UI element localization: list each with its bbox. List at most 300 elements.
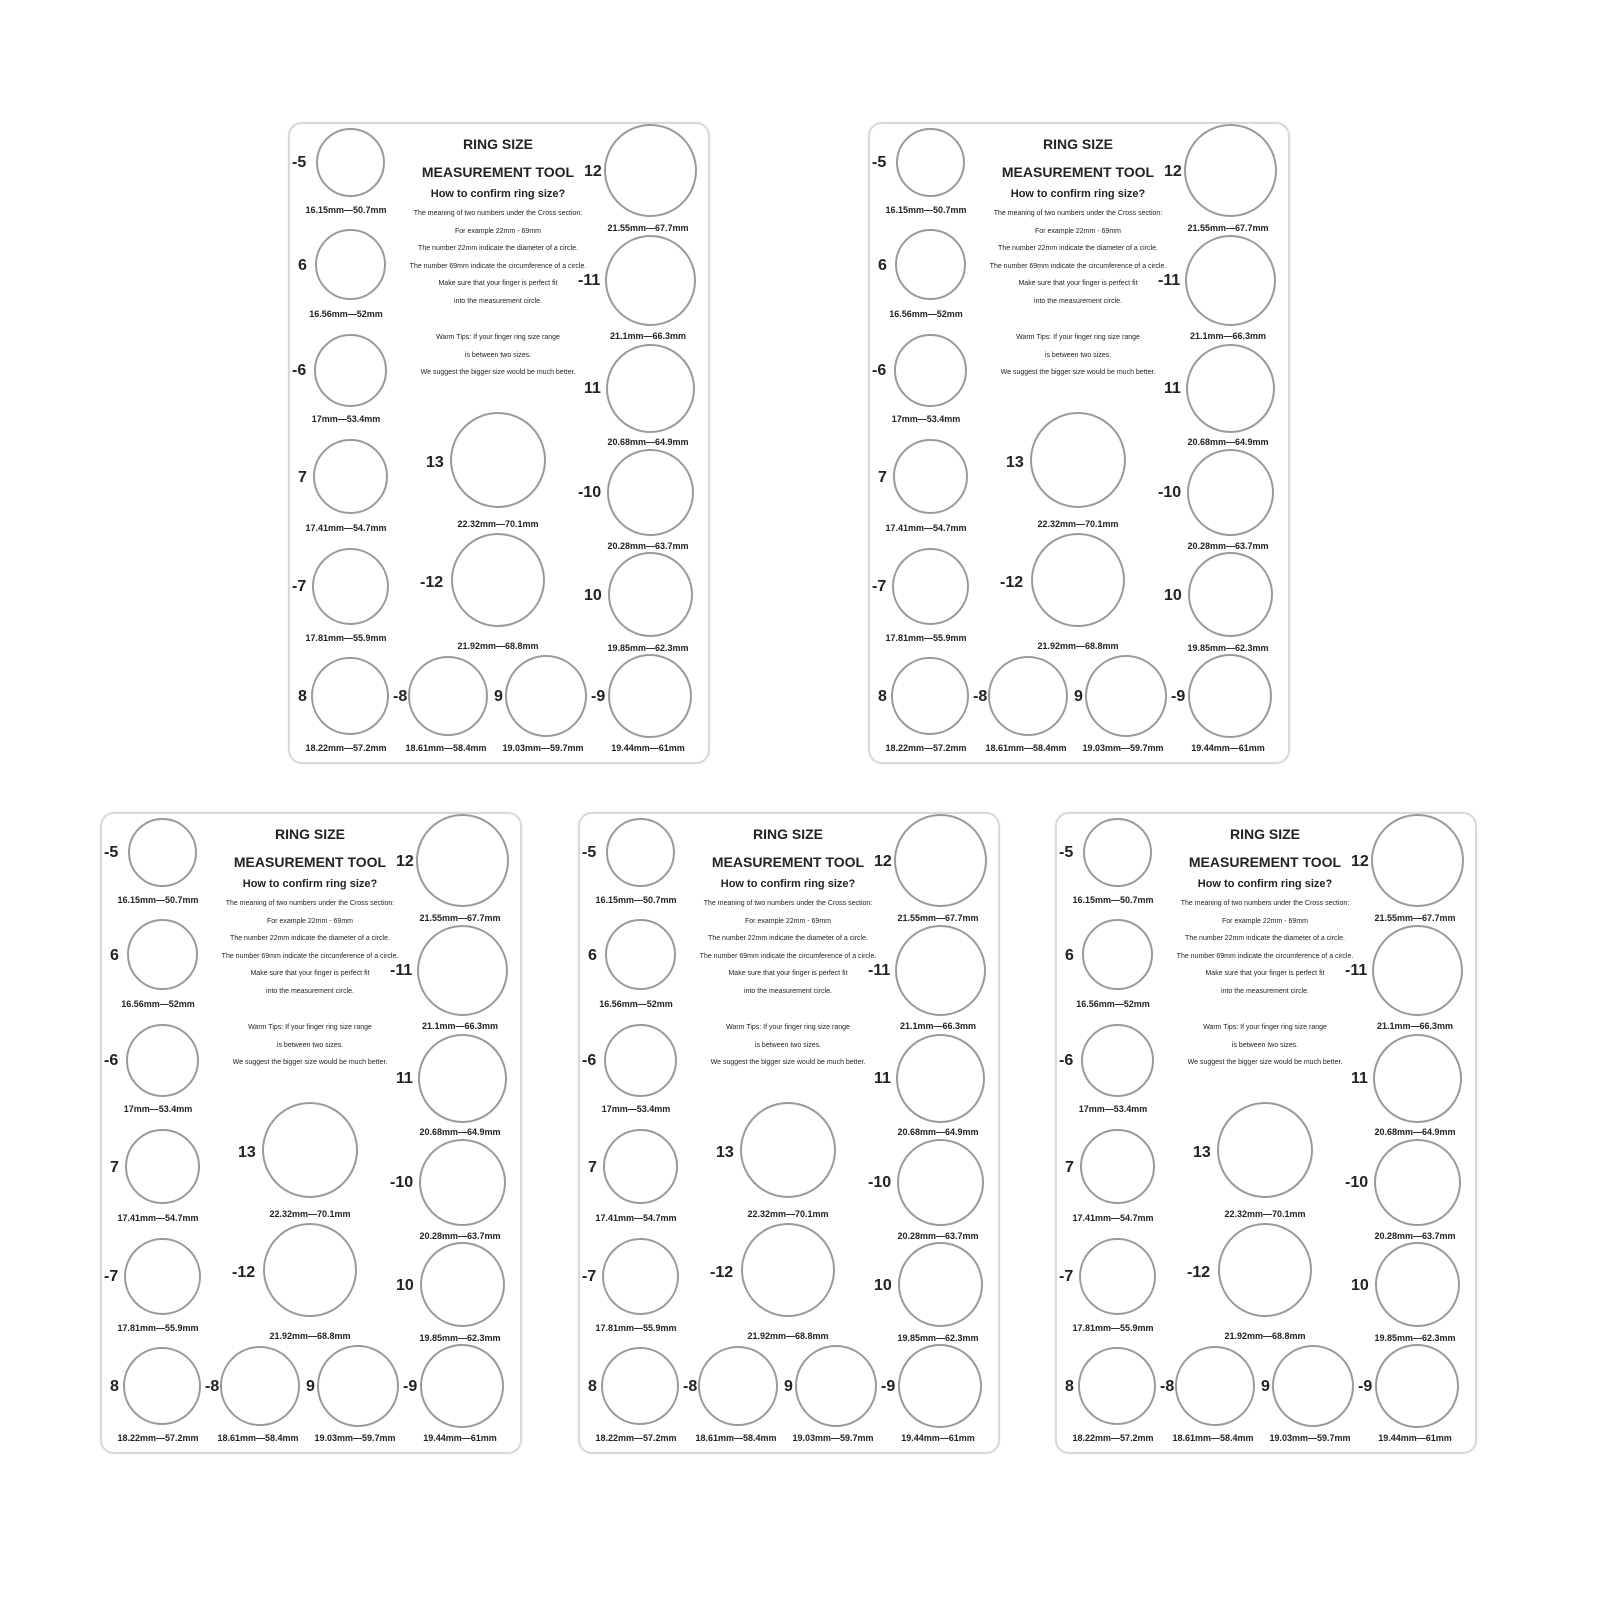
- instruction-line: The number 22mm indicate the diameter of a circle.: [418, 245, 578, 252]
- tip-line: Warm Tips: If your finger ring size range: [1203, 1024, 1327, 1031]
- tip-line: We suggest the bigger size would be much better.: [232, 1059, 388, 1066]
- measurement-label: 19.85mm—62.3mm: [607, 643, 689, 653]
- instruction-line: into the measurement circle.: [1221, 987, 1309, 995]
- card-content: [1055, 812, 1477, 1454]
- instruction-line: Make sure that your finger is perfect fit: [250, 970, 370, 977]
- ring-circle: [125, 1129, 200, 1204]
- measurement-label: 18.22mm—57.2mm: [305, 743, 387, 753]
- size-label: 8: [878, 688, 887, 705]
- ring-circle: [892, 548, 969, 625]
- measurement-label: 18.61mm—58.4mm: [985, 743, 1067, 753]
- size-label: -12: [1000, 574, 1024, 591]
- measurement-label: 17.41mm—54.7mm: [117, 1213, 199, 1223]
- ring-circle: [897, 1139, 984, 1226]
- tip-line: Warm Tips: If your finger ring size range: [726, 1024, 850, 1031]
- instruction-line: The number 22mm indicate the diameter of a circle.: [998, 245, 1158, 252]
- size-label: 10: [874, 1277, 892, 1294]
- instruction-line: The meaning of two numbers under the Cross section:: [703, 900, 873, 907]
- size-label: -12: [710, 1264, 734, 1281]
- size-label: -10: [578, 484, 602, 501]
- ring-circle: [1175, 1346, 1255, 1426]
- ring-circle: [1185, 235, 1276, 326]
- measurement-label: 22.32mm—70.1mm: [269, 1209, 351, 1219]
- ring-circle: [741, 1223, 835, 1317]
- measurement-label: 17mm—53.4mm: [311, 414, 381, 424]
- instruction-line: The number 69mm indicate the circumference of a circle.: [989, 262, 1167, 270]
- size-label: -11: [390, 962, 413, 979]
- size-label: 11: [1164, 380, 1181, 397]
- ring-circle: [315, 229, 386, 300]
- ring-circle: [1375, 1242, 1460, 1327]
- size-label: -12: [420, 574, 444, 591]
- size-label: 9: [306, 1378, 315, 1395]
- ring-circle: [317, 1345, 399, 1427]
- ring-circle: [408, 656, 488, 736]
- size-label: 8: [1065, 1378, 1074, 1395]
- measurement-label: 19.44mm—61mm: [1378, 1433, 1452, 1443]
- size-label: -5: [582, 844, 597, 861]
- ring-circle: [419, 1139, 506, 1226]
- ring-circle: [895, 925, 986, 1016]
- size-label: -12: [232, 1264, 256, 1281]
- ring-circle: [988, 656, 1068, 736]
- subtitle: How to confirm ring size?: [1197, 878, 1333, 890]
- ring-circle: [417, 925, 508, 1016]
- size-label: 10: [1351, 1277, 1369, 1294]
- size-label: 6: [1065, 947, 1074, 964]
- measurement-label: 21.55mm—67.7mm: [1187, 223, 1269, 233]
- measurement-label: 18.22mm—57.2mm: [117, 1433, 199, 1443]
- subtitle: How to confirm ring size?: [430, 188, 566, 200]
- measurement-label: 19.44mm—61mm: [423, 1433, 497, 1443]
- measurement-label: 19.03mm—59.7mm: [314, 1433, 396, 1443]
- measurement-label: 17.81mm—55.9mm: [117, 1323, 199, 1333]
- ring-circle: [898, 1344, 982, 1428]
- subtitle: How to confirm ring size?: [720, 878, 856, 890]
- ring-circle: [1186, 344, 1275, 433]
- instruction-line: For example 22mm - 69mm: [1222, 917, 1308, 925]
- measurement-label: 18.61mm—58.4mm: [217, 1433, 299, 1443]
- measurement-label: 21.92mm—68.8mm: [747, 1331, 829, 1341]
- title-line-2: MEASUREMENT TOOL: [711, 854, 865, 870]
- size-label: 12: [584, 163, 602, 180]
- size-label: -5: [104, 844, 119, 861]
- ring-circle: [606, 344, 695, 433]
- instruction-line: The meaning of two numbers under the Cross section:: [993, 210, 1163, 217]
- measurement-label: 16.15mm—50.7mm: [305, 205, 387, 215]
- measurement-label: 17mm—53.4mm: [123, 1104, 193, 1114]
- ring-circle: [416, 814, 509, 907]
- size-label: 12: [396, 853, 414, 870]
- size-label: 6: [110, 947, 119, 964]
- ring-sizer-card: [868, 122, 1290, 764]
- measurement-label: 20.28mm—63.7mm: [607, 541, 689, 551]
- measurement-label: 19.03mm—59.7mm: [1269, 1433, 1351, 1443]
- measurement-label: 22.32mm—70.1mm: [1224, 1209, 1306, 1219]
- size-label: 6: [878, 257, 887, 274]
- ring-circle: [311, 657, 389, 735]
- size-label: -7: [292, 578, 307, 595]
- size-label: 13: [1006, 454, 1024, 471]
- title-line-1: RING SIZE: [1042, 136, 1114, 152]
- ring-circle: [314, 334, 387, 407]
- ring-circle: [420, 1344, 504, 1428]
- size-label: 8: [298, 688, 307, 705]
- size-label: 7: [110, 1159, 119, 1176]
- measurement-label: 21.92mm—68.8mm: [269, 1331, 351, 1341]
- size-label: -10: [1345, 1174, 1369, 1191]
- instruction-line: into the measurement circle.: [266, 987, 354, 995]
- ring-circle: [698, 1346, 778, 1426]
- instruction-line: For example 22mm - 69mm: [1035, 227, 1121, 235]
- tip-line: is between two sizes.: [276, 1041, 344, 1049]
- ring-circle: [1081, 1024, 1154, 1097]
- size-label: 7: [298, 469, 307, 486]
- ring-circle: [740, 1102, 836, 1198]
- size-label: -11: [868, 962, 891, 979]
- ring-circle: [608, 552, 693, 637]
- measurement-label: 19.85mm—62.3mm: [897, 1333, 979, 1343]
- ring-circle: [894, 814, 987, 907]
- size-label: -6: [104, 1052, 119, 1069]
- measurement-label: 21.55mm—67.7mm: [607, 223, 689, 233]
- measurement-label: 19.44mm—61mm: [1191, 743, 1265, 753]
- size-label: -8: [973, 688, 988, 705]
- instruction-line: The number 69mm indicate the circumference of a circle.: [699, 952, 877, 960]
- instruction-line: The number 22mm indicate the diameter of a circle.: [708, 935, 868, 942]
- measurement-label: 16.56mm—52mm: [599, 999, 673, 1009]
- measurement-label: 18.22mm—57.2mm: [595, 1433, 677, 1443]
- title-line-2: MEASUREMENT TOOL: [233, 854, 387, 870]
- ring-sizer-card: [578, 812, 1000, 1454]
- ring-circle: [891, 657, 969, 735]
- ring-circle: [505, 655, 587, 737]
- size-label: -10: [1158, 484, 1182, 501]
- ring-circle: [263, 1223, 357, 1317]
- ring-circle: [262, 1102, 358, 1198]
- measurement-label: 17mm—53.4mm: [891, 414, 961, 424]
- measurement-label: 16.15mm—50.7mm: [117, 895, 199, 905]
- ring-circle: [1082, 919, 1153, 990]
- ring-circle: [1030, 412, 1126, 508]
- measurement-label: 21.92mm—68.8mm: [1224, 1331, 1306, 1341]
- ring-circle: [220, 1346, 300, 1426]
- ring-circle: [604, 124, 697, 217]
- measurement-label: 21.92mm—68.8mm: [1037, 641, 1119, 651]
- ring-circle: [894, 334, 967, 407]
- ring-circle: [898, 1242, 983, 1327]
- ring-circle: [1031, 533, 1125, 627]
- measurement-label: 17.41mm—54.7mm: [595, 1213, 677, 1223]
- ring-circle: [1078, 1347, 1156, 1425]
- ring-circle: [606, 818, 675, 887]
- ring-circle: [1188, 552, 1273, 637]
- card-content: [578, 812, 1000, 1454]
- measurement-label: 17.41mm—54.7mm: [305, 523, 387, 533]
- ring-circle: [316, 128, 385, 197]
- size-label: -11: [578, 272, 601, 289]
- measurement-label: 21.1mm—66.3mm: [1189, 331, 1267, 341]
- measurement-label: 18.61mm—58.4mm: [695, 1433, 777, 1443]
- instruction-line: into the measurement circle.: [454, 297, 542, 305]
- measurement-label: 20.28mm—63.7mm: [897, 1231, 979, 1241]
- size-label: -7: [104, 1268, 119, 1285]
- ring-circle: [1375, 1344, 1459, 1428]
- measurement-label: 16.15mm—50.7mm: [595, 895, 677, 905]
- size-label: -10: [868, 1174, 892, 1191]
- card-content: [100, 812, 522, 1454]
- ring-circle: [1184, 124, 1277, 217]
- size-label: 10: [396, 1277, 414, 1294]
- tip-line: We suggest the bigger size would be much better.: [710, 1059, 866, 1066]
- measurement-label: 19.03mm—59.7mm: [502, 743, 584, 753]
- measurement-label: 19.03mm—59.7mm: [1082, 743, 1164, 753]
- size-label: -7: [872, 578, 887, 595]
- size-label: -6: [582, 1052, 597, 1069]
- ring-circle: [313, 439, 388, 514]
- ring-sizer-card: [100, 812, 522, 1454]
- measurement-label: 16.56mm—52mm: [121, 999, 195, 1009]
- measurement-label: 19.85mm—62.3mm: [1374, 1333, 1456, 1343]
- instruction-line: into the measurement circle.: [1034, 297, 1122, 305]
- size-label: -10: [390, 1174, 414, 1191]
- instruction-line: The number 69mm indicate the circumference of a circle.: [409, 262, 587, 270]
- subtitle: How to confirm ring size?: [1010, 188, 1146, 200]
- size-label: 7: [878, 469, 887, 486]
- size-label: 7: [588, 1159, 597, 1176]
- size-label: 6: [588, 947, 597, 964]
- title-line-1: RING SIZE: [462, 136, 534, 152]
- title-line-2: MEASUREMENT TOOL: [1188, 854, 1342, 870]
- instruction-line: The number 22mm indicate the diameter of a circle.: [1185, 935, 1345, 942]
- instruction-line: The meaning of two numbers under the Cross section:: [1180, 900, 1350, 907]
- ring-circle: [1217, 1102, 1313, 1198]
- ring-circle: [1188, 654, 1272, 738]
- ring-circle: [602, 1238, 679, 1315]
- size-label: -6: [1059, 1052, 1074, 1069]
- size-label: 8: [110, 1378, 119, 1395]
- size-label: -9: [591, 688, 606, 705]
- measurement-label: 19.03mm—59.7mm: [792, 1433, 874, 1443]
- ring-circle: [312, 548, 389, 625]
- instruction-line: The number 22mm indicate the diameter of a circle.: [230, 935, 390, 942]
- measurement-label: 20.68mm—64.9mm: [1374, 1127, 1456, 1137]
- size-label: 12: [874, 853, 892, 870]
- ring-circle: [1371, 814, 1464, 907]
- measurement-label: 21.1mm—66.3mm: [1376, 1021, 1454, 1031]
- ring-circle: [896, 128, 965, 197]
- measurement-label: 18.61mm—58.4mm: [405, 743, 487, 753]
- measurement-label: 19.85mm—62.3mm: [419, 1333, 501, 1343]
- ring-circle: [605, 919, 676, 990]
- measurement-label: 22.32mm—70.1mm: [457, 519, 539, 529]
- measurement-label: 17.41mm—54.7mm: [885, 523, 967, 533]
- size-label: 12: [1351, 853, 1369, 870]
- measurement-label: 16.15mm—50.7mm: [1072, 895, 1154, 905]
- subtitle: How to confirm ring size?: [242, 878, 378, 890]
- title-line-1: RING SIZE: [274, 826, 346, 842]
- tip-line: We suggest the bigger size would be much better.: [1187, 1059, 1343, 1066]
- ring-circle: [1372, 925, 1463, 1016]
- measurement-label: 17.81mm—55.9mm: [885, 633, 967, 643]
- size-label: -9: [881, 1378, 896, 1395]
- measurement-label: 20.68mm—64.9mm: [419, 1127, 501, 1137]
- size-label: -7: [582, 1268, 597, 1285]
- ring-circle: [895, 229, 966, 300]
- size-label: 13: [238, 1144, 256, 1161]
- measurement-label: 16.56mm—52mm: [889, 309, 963, 319]
- measurement-label: 19.85mm—62.3mm: [1187, 643, 1269, 653]
- ring-circle: [1085, 655, 1167, 737]
- size-label: 13: [1193, 1144, 1211, 1161]
- measurement-label: 21.1mm—66.3mm: [899, 1021, 977, 1031]
- measurement-label: 17.81mm—55.9mm: [595, 1323, 677, 1333]
- tip-line: Warm Tips: If your finger ring size range: [1016, 334, 1140, 341]
- ring-sizer-card: [1055, 812, 1477, 1454]
- ring-circle: [1374, 1139, 1461, 1226]
- ring-circle: [1083, 818, 1152, 887]
- ring-circle: [127, 919, 198, 990]
- title-line-2: MEASUREMENT TOOL: [1001, 164, 1155, 180]
- ring-circle: [418, 1034, 507, 1123]
- size-label: 9: [1261, 1378, 1270, 1395]
- size-label: -6: [872, 362, 887, 379]
- measurement-label: 17.81mm—55.9mm: [305, 633, 387, 643]
- ring-circle: [128, 818, 197, 887]
- ring-circle: [604, 1024, 677, 1097]
- size-label: 9: [1074, 688, 1083, 705]
- size-label: -5: [1059, 844, 1074, 861]
- measurement-label: 17.81mm—55.9mm: [1072, 1323, 1154, 1333]
- size-label: -5: [292, 154, 307, 171]
- measurement-label: 20.68mm—64.9mm: [897, 1127, 979, 1137]
- title-line-1: RING SIZE: [752, 826, 824, 842]
- ring-circle: [608, 654, 692, 738]
- size-label: -8: [1160, 1378, 1175, 1395]
- tip-line: is between two sizes.: [1231, 1041, 1299, 1049]
- instruction-line: For example 22mm - 69mm: [455, 227, 541, 235]
- ring-circle: [605, 235, 696, 326]
- size-label: -11: [1158, 272, 1181, 289]
- title-line-1: RING SIZE: [1229, 826, 1301, 842]
- tip-line: is between two sizes.: [1044, 351, 1112, 359]
- size-label: 9: [784, 1378, 793, 1395]
- size-label: 12: [1164, 163, 1182, 180]
- tip-line: Warm Tips: If your finger ring size range: [248, 1024, 372, 1031]
- measurement-label: 16.56mm—52mm: [309, 309, 383, 319]
- size-label: -8: [683, 1378, 698, 1395]
- tip-line: is between two sizes.: [754, 1041, 822, 1049]
- instruction-line: into the measurement circle.: [744, 987, 832, 995]
- ring-circle: [1079, 1238, 1156, 1315]
- measurement-label: 21.1mm—66.3mm: [609, 331, 687, 341]
- ring-circle: [126, 1024, 199, 1097]
- size-label: -7: [1059, 1268, 1074, 1285]
- ring-circle: [1080, 1129, 1155, 1204]
- size-label: -12: [1187, 1264, 1211, 1281]
- size-label: 13: [426, 454, 444, 471]
- measurement-label: 19.44mm—61mm: [901, 1433, 975, 1443]
- measurement-label: 18.61mm—58.4mm: [1172, 1433, 1254, 1443]
- measurement-label: 17.41mm—54.7mm: [1072, 1213, 1154, 1223]
- ring-circle: [1373, 1034, 1462, 1123]
- measurement-label: 21.55mm—67.7mm: [419, 913, 501, 923]
- instruction-line: Make sure that your finger is perfect fit: [1018, 280, 1138, 287]
- instruction-line: The number 69mm indicate the circumference of a circle.: [1176, 952, 1354, 960]
- tip-line: We suggest the bigger size would be much better.: [420, 369, 576, 376]
- size-label: 6: [298, 257, 307, 274]
- measurement-label: 20.28mm—63.7mm: [1187, 541, 1269, 551]
- measurement-label: 17mm—53.4mm: [601, 1104, 671, 1114]
- size-label: -9: [403, 1378, 418, 1395]
- ring-sizer-card: [288, 122, 710, 764]
- measurement-label: 22.32mm—70.1mm: [747, 1209, 829, 1219]
- measurement-label: 21.1mm—66.3mm: [421, 1021, 499, 1031]
- ring-circle: [450, 412, 546, 508]
- measurement-label: 18.22mm—57.2mm: [1072, 1433, 1154, 1443]
- size-label: 13: [716, 1144, 734, 1161]
- size-label: -6: [292, 362, 307, 379]
- ring-circle: [893, 439, 968, 514]
- ring-circle: [896, 1034, 985, 1123]
- tip-line: We suggest the bigger size would be much better.: [1000, 369, 1156, 376]
- ring-circle: [451, 533, 545, 627]
- ring-circle: [607, 449, 694, 536]
- instruction-line: Make sure that your finger is perfect fit: [438, 280, 558, 287]
- size-label: -8: [205, 1378, 220, 1395]
- measurement-label: 22.32mm—70.1mm: [1037, 519, 1119, 529]
- ring-circle: [124, 1238, 201, 1315]
- tip-line: Warm Tips: If your finger ring size range: [436, 334, 560, 341]
- instruction-line: Make sure that your finger is perfect fit: [728, 970, 848, 977]
- size-label: 11: [1351, 1070, 1368, 1087]
- ring-circle: [795, 1345, 877, 1427]
- measurement-label: 16.15mm—50.7mm: [885, 205, 967, 215]
- ring-circle: [603, 1129, 678, 1204]
- measurement-label: 20.28mm—63.7mm: [1374, 1231, 1456, 1241]
- size-label: 11: [396, 1070, 413, 1087]
- measurement-label: 18.22mm—57.2mm: [885, 743, 967, 753]
- size-label: 11: [874, 1070, 891, 1087]
- size-label: 7: [1065, 1159, 1074, 1176]
- size-label: -5: [872, 154, 887, 171]
- ring-circle: [123, 1347, 201, 1425]
- measurement-label: 19.44mm—61mm: [611, 743, 685, 753]
- instruction-line: The number 69mm indicate the circumference of a circle.: [221, 952, 399, 960]
- size-label: -9: [1171, 688, 1186, 705]
- measurement-label: 17mm—53.4mm: [1078, 1104, 1148, 1114]
- measurement-label: 20.68mm—64.9mm: [607, 437, 689, 447]
- measurement-label: 20.28mm—63.7mm: [419, 1231, 501, 1241]
- ring-circle: [1187, 449, 1274, 536]
- ring-circle: [1272, 1345, 1354, 1427]
- size-label: 9: [494, 688, 503, 705]
- card-content: [288, 122, 710, 764]
- instruction-line: The meaning of two numbers under the Cross section:: [413, 210, 583, 217]
- measurement-label: 21.92mm—68.8mm: [457, 641, 539, 651]
- size-label: 10: [1164, 587, 1182, 604]
- instruction-line: Make sure that your finger is perfect fit: [1205, 970, 1325, 977]
- title-line-2: MEASUREMENT TOOL: [421, 164, 575, 180]
- size-label: -8: [393, 688, 408, 705]
- ring-circle: [1218, 1223, 1312, 1317]
- ring-circle: [601, 1347, 679, 1425]
- size-label: -9: [1358, 1378, 1373, 1395]
- measurement-label: 21.55mm—67.7mm: [1374, 913, 1456, 923]
- size-label: 11: [584, 380, 601, 397]
- instruction-line: For example 22mm - 69mm: [267, 917, 353, 925]
- size-label: -11: [1345, 962, 1368, 979]
